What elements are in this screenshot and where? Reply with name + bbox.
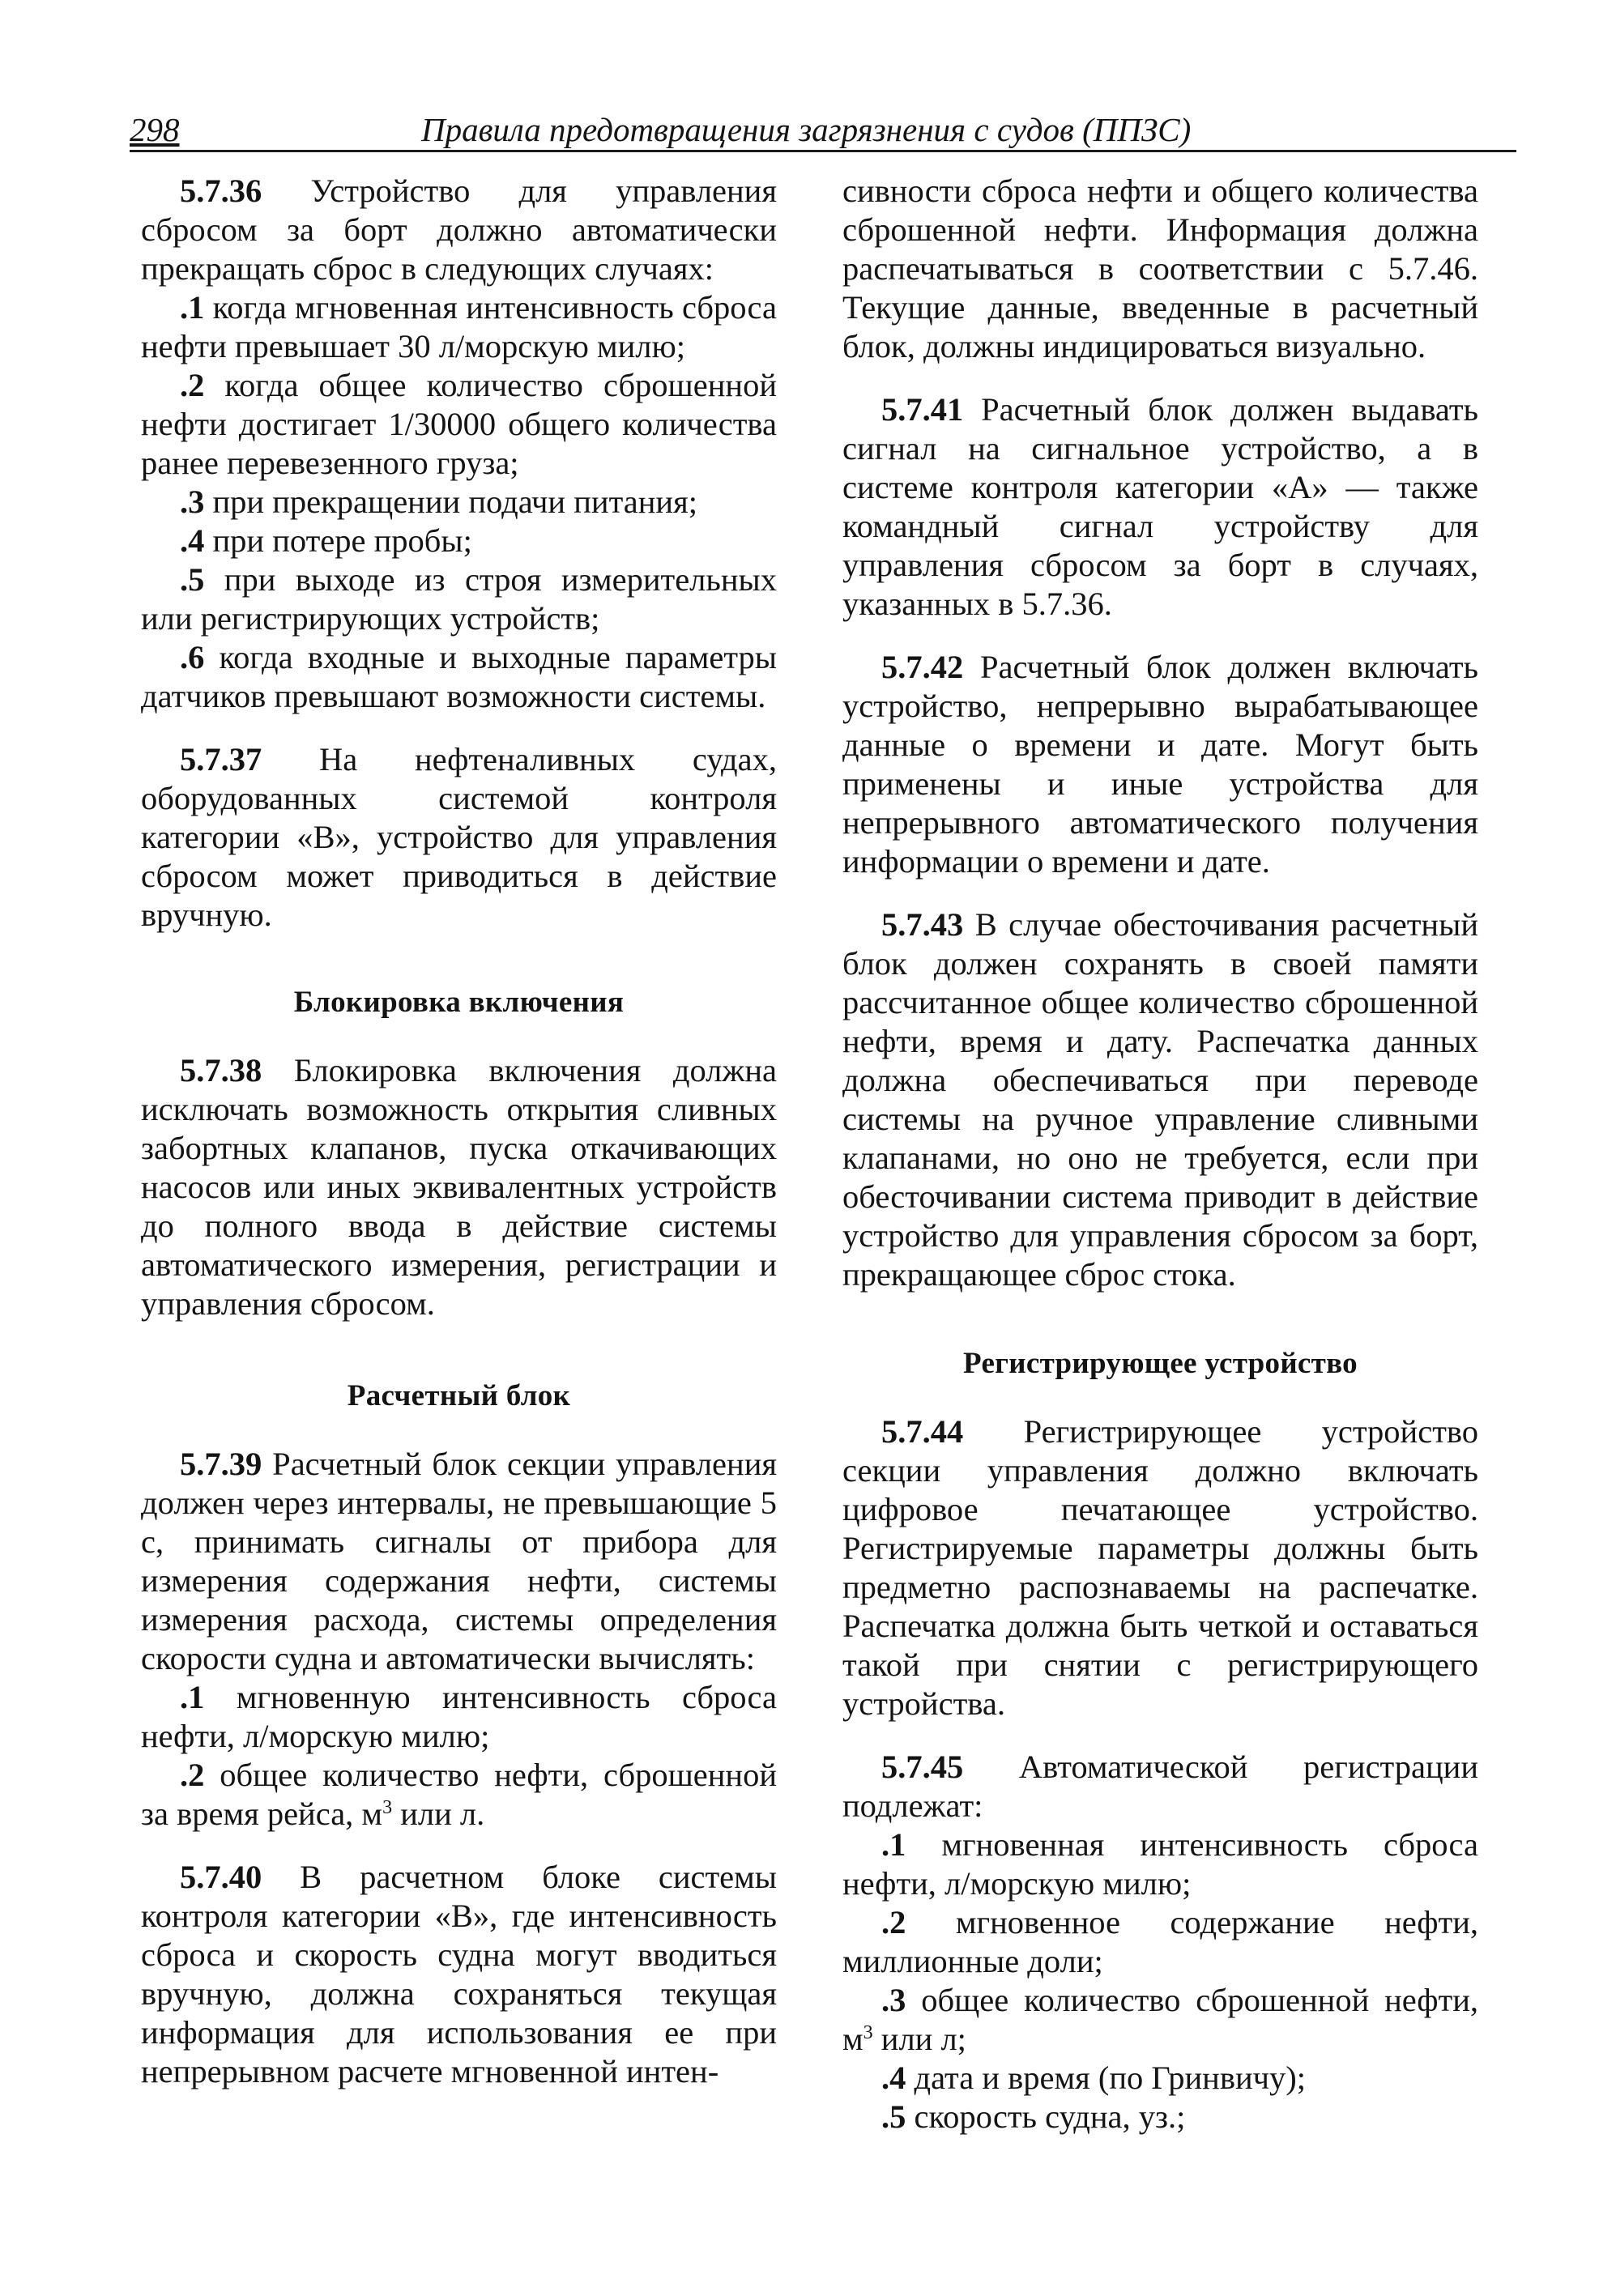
list-item — [141, 638, 777, 716]
clause-5-7-40-continued: сивности сброса нефти и общего количества сброшенной нефти. Информация должна распечатываться в соответствии с 5.7.46. Текущие данные, введенные в расчетный блок, должны индицироваться визуально. — [842, 173, 1478, 364]
item-number: .6 — [180, 639, 205, 675]
item-text: общее количество сброшенной нефти, м — [842, 1982, 1478, 2057]
list-item — [842, 1825, 1478, 1903]
item-text: мгновенное содержание нефти, миллионные доли; — [842, 1904, 1478, 1979]
clause-text: Расчетный блок должен выдавать сигнал на сигнальное устройство, а в системе контроля категории «А» — также командный сигнал устройству для управления сбросом за борт в случаях, указанных в 5.7.36. — [842, 391, 1478, 622]
clause-number: 5.7.37 — [180, 741, 262, 777]
clause-number: 5.7.36 — [180, 173, 262, 209]
item-text: мгновенная интенсивность сброса нефти, л/морскую милю; — [842, 1826, 1478, 1902]
clause-number: 5.7.40 — [180, 1859, 262, 1895]
item-text: дата и время (по Гринвичу); — [906, 2060, 1307, 2096]
header-rule — [130, 150, 1516, 152]
item-text: когда входные и выходные параметры датчиков превышают возможности системы. — [141, 639, 777, 714]
item-text-tail: или л. — [392, 1795, 485, 1832]
clause-number: 5.7.45 — [881, 1749, 964, 1785]
clause-text: На нефтеналивных судах, оборудованных системой контроля категории «В», устройство для управления сбросом может приводиться в действие вручную. — [141, 741, 777, 933]
item-number: .5 — [180, 561, 205, 598]
item-number: .2 — [881, 1904, 906, 1940]
clause-number: 5.7.44 — [881, 1413, 964, 1450]
item-text: при выходе из строя измерительных или регистрирующих устройств; — [141, 561, 777, 637]
right-column — [842, 172, 1478, 2136]
clause-5-7-39 — [141, 1445, 777, 1678]
item-number: .1 — [881, 1826, 906, 1863]
superscript: 3 — [382, 1797, 393, 1818]
running-header — [130, 107, 1192, 155]
clause-text: Расчетный блок секции управления должен через интервалы, не превышающие 5 с, принимать сигналы от прибора для измерения содержания нефти, системы измерения расхода, системы определения скорости судна и автоматически вычислять: — [141, 1446, 777, 1676]
clause-text: Устройство для управления сбросом за борт должно автоматически прекращать сброс в следующих случаях: — [141, 173, 777, 287]
item-number: .3 — [180, 483, 205, 520]
list-item — [141, 366, 777, 483]
clause-text: Блокировка включения должна исключать возможность открытия сливных забортных клапанов, пуска откачивающих насосов или иных эквивалентных устройств до полного ввода в действие системы автоматического измерения, регистрации и управления сбросом. — [141, 1052, 777, 1322]
clause-5-7-42 — [842, 648, 1478, 881]
clause-text: Автоматической регистрации подлежат: — [842, 1749, 1478, 1824]
item-text-tail: или л; — [872, 2021, 966, 2057]
clause-number: 5.7.39 — [180, 1446, 262, 1482]
running-title: Правила предотвращения загрязнения с судов (ППЗС) — [421, 111, 1192, 148]
item-number: .4 — [881, 2060, 906, 2096]
item-number: .4 — [180, 522, 205, 559]
clause-number: 5.7.38 — [180, 1052, 262, 1088]
clause-5-7-38 — [141, 1051, 777, 1323]
clause-5-7-37 — [141, 740, 777, 935]
list-item — [141, 560, 777, 638]
item-text: мгновенную интенсивность сброса нефти, л/морскую милю; — [141, 1679, 777, 1754]
list-item — [141, 483, 777, 522]
clause-5-7-41 — [842, 390, 1478, 624]
clause-text: В случае обесточивания расчетный блок должен сохранять в своей памяти рассчитанное общее количество сброшенной нефти, время и дату. Распечатка данных должна обеспечиваться при переводе системы на ручное управление сливными клапанами, но оно не требуется, если при обесточивании система приводит в действие устройство для управления сбросом за борт, прекращающее сброс стока. — [842, 906, 1478, 1293]
section-heading-recorder: Регистрирующее устройство — [963, 1347, 1358, 1380]
clause-number: 5.7.43 — [881, 906, 964, 943]
clause-5-7-36 — [141, 172, 777, 288]
clause-text: В расчетном блоке системы контроля категории «В», где интенсивность сброса и скорость судна могут вводиться вручную, должна сохраняться текущая информация для использования ее при непрерывном расчете мгновенной интен- — [141, 1859, 777, 2089]
item-text: когда мгновенная интенсивность сброса нефти превышает 30 л/морскую милю; — [141, 289, 777, 364]
list-item — [842, 1903, 1478, 1981]
list-item — [141, 1756, 777, 1834]
clause-text: Расчетный блок должен включать устройство, непрерывно вырабатывающее данные о времени и дате. Могут быть применены и иные устройства для непрерывного автоматического получения информации о времени и дате. — [842, 649, 1478, 880]
item-number: .1 — [180, 289, 205, 326]
item-text: при прекращении подачи питания; — [204, 483, 697, 520]
page-number: 298 — [130, 111, 180, 148]
section-heading-blocking: Блокировка включения — [293, 986, 625, 1019]
item-text: общее количество нефти, сброшенной за время рейса, м — [141, 1757, 777, 1832]
left-column — [141, 172, 777, 2091]
clause-5-7-45 — [842, 1748, 1478, 1825]
item-text: когда общее количество сброшенной нефти достигает 1/30000 общего количества ранее перевезенного груза; — [141, 367, 777, 481]
item-number: .1 — [180, 1679, 205, 1715]
clause-number: 5.7.41 — [881, 391, 964, 428]
item-number: .5 — [881, 2098, 906, 2135]
item-number: .2 — [180, 1757, 205, 1793]
item-number: .2 — [180, 367, 205, 403]
clause-5-7-44 — [842, 1412, 1478, 1723]
list-item — [141, 1678, 777, 1756]
section-heading-calc-unit: Расчетный блок — [347, 1379, 571, 1412]
clause-number: 5.7.42 — [881, 649, 964, 685]
clause-text: Регистрирующее устройство секции управления должно включать цифровое печатающее устройство. Регистрируемые параметры должны быть предметно распознаваемы на распечатке. Распечатка должна быть четкой и оставаться такой при снятии с регистрирующего устройства. — [842, 1413, 1478, 1722]
list-item — [842, 1981, 1478, 2059]
item-number: .3 — [881, 1982, 906, 2018]
clause-5-7-40 — [141, 1858, 777, 2091]
clause-5-7-43 — [842, 905, 1478, 1294]
list-item — [141, 522, 777, 560]
list-item — [141, 288, 777, 366]
item-text: при потере пробы; — [204, 522, 472, 559]
item-text: скорость судна, уз.; — [906, 2098, 1186, 2135]
list-item — [842, 2059, 1478, 2098]
superscript: 3 — [863, 2022, 873, 2043]
list-item — [842, 2098, 1478, 2136]
